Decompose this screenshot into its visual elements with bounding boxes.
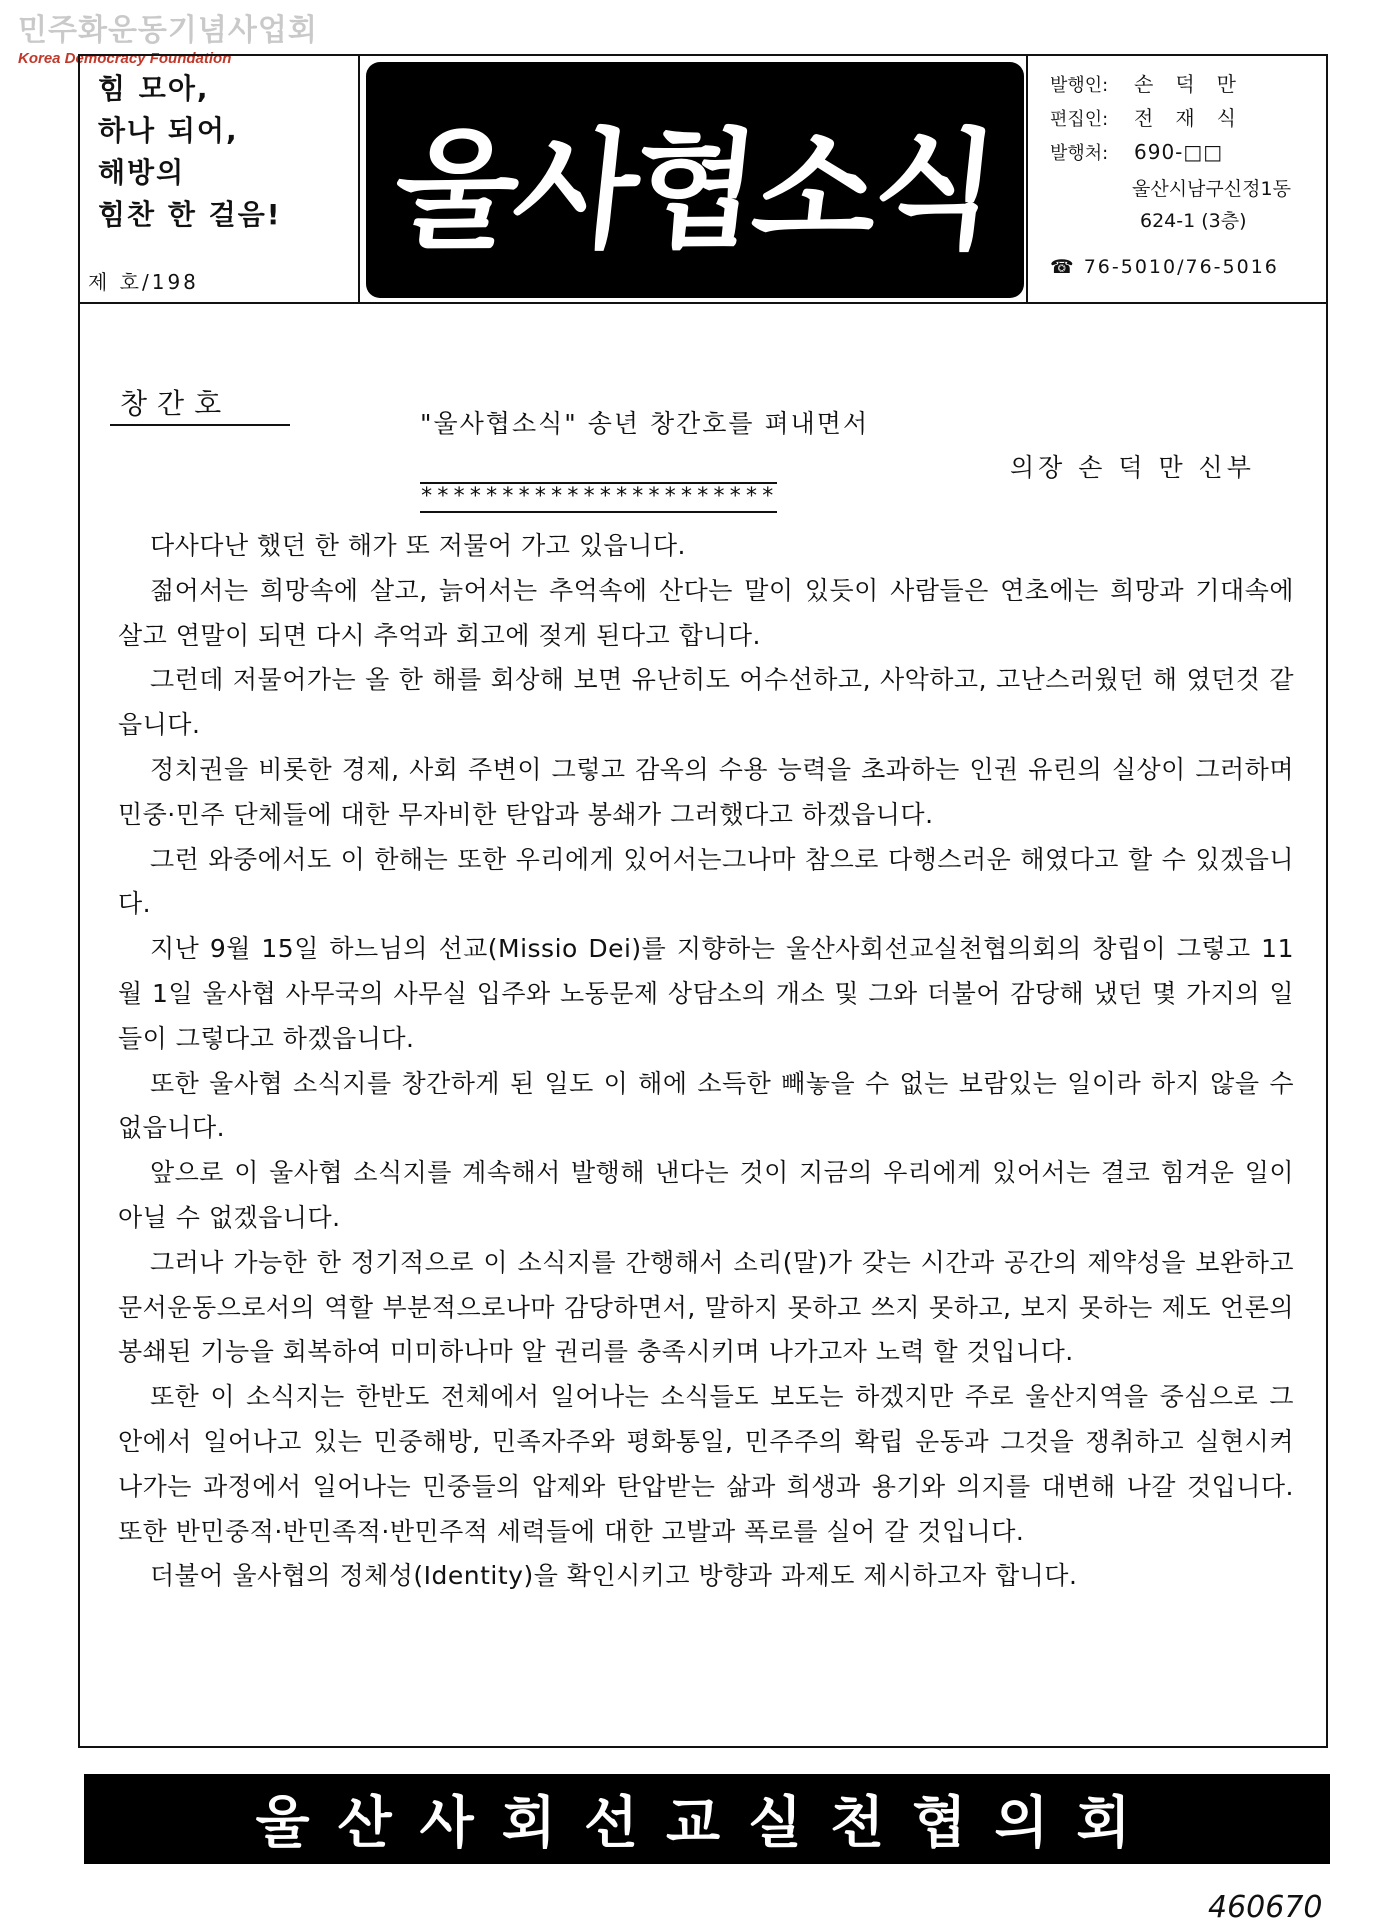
slogan-line: 해방의 [98,156,186,189]
issue-number: 제 호/198 [88,270,199,294]
divider [110,424,290,426]
article-body [118,524,1294,1599]
article-frame [78,302,1328,1748]
newsletter-title: 울사협소식 [386,117,1001,266]
paragraph: 다사다난 했던 한 해가 또 저물어 가고 있읍니다. [150,531,686,560]
slogan-box [80,56,360,302]
slogan-line: 하나 되어, [98,114,239,147]
paragraph: 또한 울사협 소식지를 창간하게 된 일도 이 해에 소득한 빼놓을 수 없는 보람있는 일이라 하지 않을 수 없읍니다. [118,1068,1294,1143]
watermark-korean: 민주화운동기념사업회 [18,13,318,48]
paragraph: 젊어서는 희망속에 살고, 늙어서는 추억속에 산다는 말이 있듯이 사람들은 연초에는 희망과 기대속에 살고 연말이 되면 다시 추억과 회고에 젖게 된다고 합니다. [118,575,1294,650]
section-label: 창간호 [120,387,232,420]
paragraph: 지난 9월 15일 하느님의 선교(Missio Dei)를 지향하는 울산사회선교실천협의회의 창립이 그렇고 11월 1일 울사협 사무국의 사무실 입주와 노동문제 상담소의 개소 및 그와 더불어 감당해 냈던 몇 가지의 일들이 그렇다고 하겠읍니다. [118,934,1294,1053]
address-line-2: 624-1 (3층) [1140,210,1247,232]
slogan-line: 힘찬 한 걸음! [98,198,282,231]
newsletter-title-box [366,62,1024,298]
postcode: 690-□□ [1134,140,1224,164]
star-divider: ********************** [420,482,777,513]
editor-name: 전재식 [1134,106,1258,130]
paragraph: 앞으로 이 울사협 소식지를 계속해서 발행해 낸다는 것이 지금의 우리에게 있어서는 결코 힘겨운 일이 아닐 수 없겠읍니다. [118,1158,1294,1232]
masthead [78,54,1328,304]
article-headline: "울사협소식" 송년 창간호를 펴내면서 [420,409,870,438]
paragraph: 더불어 울사협의 정체성(Identity)을 확인시키고 방향과 과제도 제시하고자 합니다. [150,1561,1078,1591]
address-line-1: 울산시남구신정1동 [1132,178,1291,200]
phone-number: ☎ 76-5010/76-5016 [1050,256,1279,278]
article-author: 의장 손 덕 만 신부 [1010,453,1255,482]
editor-row [1050,106,1258,132]
slogan [98,68,282,236]
paragraph: 또한 이 소식지는 한반도 전체에서 일어나는 소식들도 보도는 하겠지만 주로 울산지역을 중심으로 그 안에서 일어나고 있는 민중해방, 민족자주와 평화통일, 민주주의 확립 운동과 그것을 쟁취하고 실현시켜 나가는 과정에서 일어나는 민중들의 압제와 탄압받는 삶과 희생과 용기와 의지를 대변해 나갈 것입니다. 또한 반민중적·반민족적·반민주적 세력들에 대한 고발과 폭로를 실어 갈 것입니다. [118,1382,1294,1546]
publisher-name: 손덕만 [1134,72,1258,96]
organization-banner [84,1774,1330,1864]
publication-info [1026,56,1326,302]
publisher-row [1050,72,1258,98]
office-label: 발행처: [1050,143,1109,164]
paragraph: 그런데 저물어가는 올 한 해를 회상해 보면 유난히도 어수선하고, 사악하고, 고난스러웠던 해 였던것 같읍니다. [118,665,1294,740]
slogan-line: 힘 모아, [98,72,210,105]
paragraph: 그런 와중에서도 이 한해는 또한 우리에게 있어서는그나마 참으로 다행스러운 해였다고 할 수 있겠읍니다. [118,844,1294,919]
paragraph: 정치권을 비롯한 경제, 사회 주변이 그렇고 감옥의 수용 능력을 초과하는 인권 유린의 실상이 그러하며 민중·민주 단체들에 대한 무자비한 탄압과 봉쇄가 그러했다고 하겠읍니다. [118,754,1294,829]
document-number: 460670 [1208,1890,1323,1925]
watermark-english: Korea Democracy Foundation [18,50,232,67]
publisher-label: 발행인: [1050,75,1109,96]
paragraph: 그러나 가능한 한 정기적으로 이 소식지를 간행해서 소리(말)가 갖는 시간과 공간의 제약성을 보완하고 문서운동으로서의 역할 부분적으로나마 감당하면서, 말하지 못하고 쓰지 못하고, 보지 못하는 제도 언론의 봉쇄된 기능을 회복하여 미미하나마 알 권리를 충족시키며 나가고자 노력 할 것입니다. [118,1247,1294,1367]
organization-name: 울산사회선교실천협의회 [255,1791,1159,1856]
editor-label: 편집인: [1050,109,1109,130]
office-row [1050,140,1223,166]
